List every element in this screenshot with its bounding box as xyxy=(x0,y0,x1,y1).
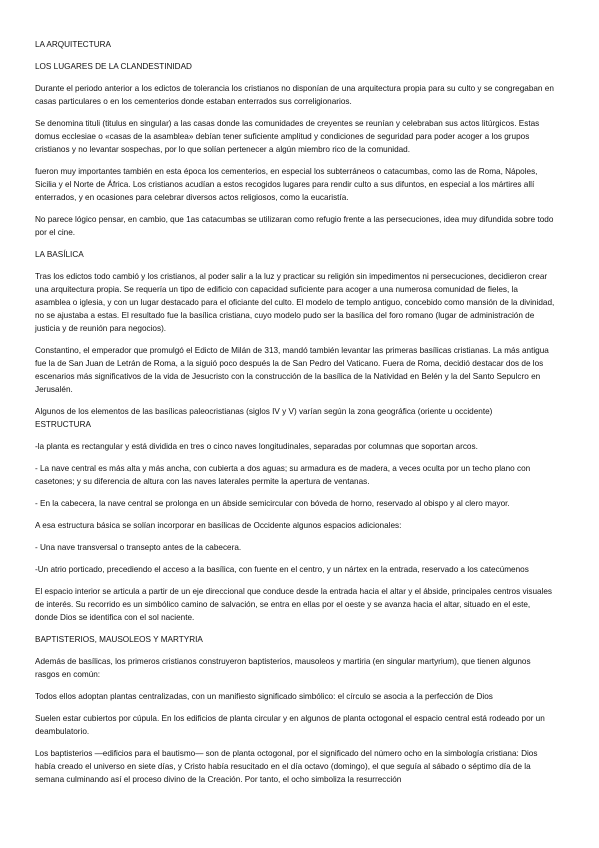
document-title: LA ARQUITECTURA xyxy=(35,40,111,49)
list-item: -la planta es rectangular y está dividida en tres o cinco naves longitudinales, separadas por columnas que soportan arcos. xyxy=(35,442,478,451)
paragraph: No parece lógico pensar, en cambio, que 1as catacumbas se utilizaran como refugio frente a las persecuciones, idea muy difundida sobre todo por el cine. xyxy=(35,215,554,237)
paragraph: El espacio interior se articula a partir de un eje direccional que conduce desde la entrada hacia el altar y el ábside, principales centros visuales de interés. Su recorrido es un simbólico camino de salvación, se entra en ellas por el oeste y se avanza hacia el altar, situado en el este, donde Dios se identifica con el sol naciente. xyxy=(35,587,553,622)
paragraph: Suelen estar cubiertos por cúpula. En los edificios de planta circular y en algunos de planta octogonal el espacio central está rodeado por un deambulatorio. xyxy=(35,714,545,736)
paragraph: Algunos de los elementos de las basílicas paleocristianas (siglos IV y V) varían según la zona geográfica (oriente u occidente) xyxy=(35,407,493,416)
paragraph: Durante el periodo anterior a los edictos de tolerancia los cristianos no disponían de una arquitectura propia para su culto y se congregaban en casas particulares o en los cementerios donde estaban enterrados sus correligionarios. xyxy=(35,84,554,106)
list-item: - Una nave transversal o transepto antes de la cabecera. xyxy=(35,543,242,552)
list-item: -Un atrio porticado, precediendo el acceso a la basílica, con fuente en el centro, y un nártex en la entrada, reservado a los catecúmenos xyxy=(35,565,529,574)
paragraph: Se denomina tituli (titulus en singular) a las casas donde las comunidades de creyentes se reunían y celebraban sus actos litúrgicos. Estas domus ecclesiae o «casas de la asamblea» debían tener suficiente amplitud y condiciones de seguridad para poder acoger a los grupos cristianos y no levantar sospechas, por lo que solían pertenecer a algún miembro rico de la comunidad. xyxy=(35,119,540,154)
section-heading-estructura: ESTRUCTURA xyxy=(35,420,91,429)
paragraph: A esa estructura básica se solían incorporar en basílicas de Occidente algunos espacios adicionales: xyxy=(35,521,402,530)
paragraph: Constantino, el emperador que promulgó el Edicto de Milán de 313, mandó también levantar las primeras basílicas cristianas. La más antigua fue la de San Juan de Letrán de Roma, a la siguió poco después la de San Pedro del Vaticano. Fuera de Roma, decidió destacar dos de los escenarios más significativos de la vida de Jesucristo con la construcción de la basílica de la Natividad en Belén y la del Santo Sepulcro en Jerusalén. xyxy=(35,346,549,394)
paragraph: Los baptisterios —edificios para el bautismo— son de planta octogonal, por el significado del número ocho en la simbología cristiana: Dios había creado el universo en siete días, y Cristo había resucitado en el día octavo (domingo), el que seguía al sábado o séptimo día de la semana culminando así el proceso divino de la Creación. Por tanto, el ocho simboliza la resurrección xyxy=(35,749,538,784)
list-item: - En la cabecera, la nave central se prolonga en un ábside semicircular con bóveda de horno, reservado al obispo y al clero mayor. xyxy=(35,499,510,508)
paragraph: Además de basílicas, los primeros cristianos construyeron baptisterios, mausoleos y martiria (en singular martyrium), que tienen algunos rasgos en común: xyxy=(35,657,531,679)
section-heading-clandestinidad: LOS LUGARES DE LA CLANDESTINIDAD xyxy=(35,62,192,71)
paragraph: Tras los edictos todo cambió y los cristianos, al poder salir a la luz y practicar su religión sin impedimentos ni persecuciones, decidieron crear una arquitectura propia. Se requería un tipo de edificio con capacidad suficiente para acoger a una numerosa comunidad de fieles, la asamblea o iglesia, y con un lugar destacado para el oficiante del culto. El modelo de templo antiguo, concebido como mansión de la divinidad, no se ajustaba a estas. El resultado fue la basílica cristiana, cuyo modelo pudo ser la basílica del foro romano (lugar de administración de justicia y de reunión para negocios). xyxy=(35,272,555,333)
section-heading-baptisterios: BAPTISTERIOS, MAUSOLEOS Y MARTYRIA xyxy=(35,635,203,644)
paragraph: fueron muy importantes también en esta época los cementerios, en especial los subterráneos o catacumbas, como las de Roma, Nápoles, Sicilia y el Norte de África. Los cristianos acudían a estos recogidos lugares para rendir culto a sus difuntos, en especial a los mártires allí enterrados, y en ocasiones para celebrar diversos actos religiosos, como la eucaristía. xyxy=(35,167,538,202)
list-item: - La nave central es más alta y más ancha, con cubierta a dos aguas; su armadura es de madera, a veces oculta por un techo plano con casetones; y su diferencia de altura con las naves laterales permite la apertura de ventanas. xyxy=(35,464,531,486)
section-heading-basilica: LA BASÍLICA xyxy=(35,250,84,259)
paragraph: Todos ellos adoptan plantas centralizadas, con un manifiesto significado simbólico: el círculo se asocia a la perfección de Dios xyxy=(35,692,493,701)
